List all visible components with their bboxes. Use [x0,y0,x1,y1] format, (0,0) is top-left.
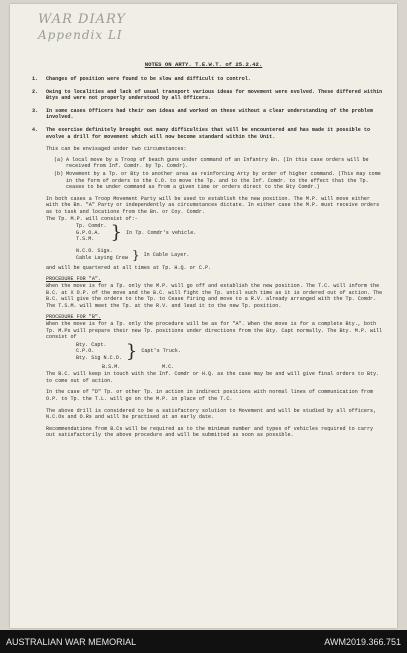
procedure-a-heading: PROCEDURE FOR "A". [46,276,102,283]
document-body [32,76,384,439]
point-2 [32,89,384,102]
mp-list-vehicle [76,223,384,243]
footer-bar [0,630,407,653]
point-4 [32,127,384,140]
point-text: Changes of position were found to be slow and difficult to control. [46,76,251,82]
list-item: M.C. [162,363,175,370]
handwritten-annotation-war-diary: WAR DIARY [38,12,126,27]
brace-glyph: } [125,340,138,362]
list-item: N.C.O. Sigs. [76,248,113,255]
point-text: The exercise definitely brought out many difficulties that will be encountered and has made it possible to evolve a drill for movement which will now become standard within the Unit. [46,126,371,140]
list-item: Cable Laying Crew [76,254,128,261]
mp-list-cable [76,246,384,264]
list-item: Bty. Sig N.C.O. [76,355,122,361]
circumstance-label: (a) [54,156,64,163]
bty-mp-list [76,342,384,362]
point-text: In some cases Officers had their own ideas and worked on these without a clear understanding of the problem involved. [46,107,374,121]
list-note: In Tp. Comdr's vehicle. [126,229,197,236]
mp-quarter-line: and will be quartered at all times at Tp. H.Q. or C.P. [46,264,212,271]
list-item: T.S.M. [76,236,95,243]
extra-members-row [102,364,384,371]
footer-accession-number: AWM2019.366.751 [324,636,401,647]
footer-institution: AUSTRALIAN WAR MEMORIAL [6,636,137,647]
procedure-a-text: When the move is for a Tp. only the M.P. will go off and establish the new position. The T.C. will inform the B.C. at X O.P. of the move and the B.C. will fight the Tp. until such time as it is ordered out of action. The B.C. will give the orders to the Tp. to Cease firing and move to a R.V. already arranged with the Tp. Comdr. The T.S.M. will meet the Tp. at the R.V. and lead it to the new Tp. position. [46,283,383,309]
point-number: 4. [32,126,39,133]
other-tp-paragraph: In the case of "D" Tp. or other Tp. in action in indirect positions with normal lines of communication from O.P. to Tp. the T.L. will go on the M.P. in place of the T.C. [46,389,374,402]
document-page [10,4,397,628]
recommendation-paragraph: Recommendations from B.Cs will be required as to the minimum number and types of vehicles required to carry out satisfactorily the above procedure and will be submitted as soon as possible. [46,425,374,439]
point-number: 2. [32,88,39,95]
procedure-b-heading: PROCEDURE FOR "B". [46,314,102,321]
mp-consist-line: The Tp. M.P. will consist of:- [46,215,138,222]
circumstance-label: (b) [54,170,64,177]
handwritten-annotation-appendix: Appendix LI [38,28,123,42]
document-title: NOTES ON ARTY. T.E.W.T. of 25.2.42. [144,61,263,68]
circumstance-b [54,171,384,191]
movement-party-paragraph: In both cases a Troop Movement Party will be used to establish the new position. The M.P. will move either with the Bn. "A" Party or independently as circumstances dictate. In either case the M.P. must receive orders as to task and locations from the Bn. or Coy. Comdr. [46,195,380,215]
circumstance-text: A local move by a Troop of beach guns under command of an Infantry Bn. (In this case orders will be received from Inf. Comdr. by Tp. Comdr). [66,156,369,170]
point-3 [32,108,384,121]
list-note: Capt's Truck. [141,348,182,355]
list-item: Bty. Capt. [76,341,107,348]
list-item: Tp. Comdr. [76,223,107,230]
point-text: Owing to localities and lack of usual transport various ideas for movement were evolved. These differed within Btys and were not properly understood by all Officers. [46,88,383,102]
list-item: B.S.M. [102,363,121,370]
circumstance-a [54,157,384,170]
circumstance-text: Movement by a Tp. or Bty to another area as reinforcing Arty by order of higher command. (This may come in the form of orders to the C.O. to move the Tp. and to the Inf. Comdr. to the effect that the Tp. ceases to be under command as from a given time or orders direct to the Bty Comdr.) [66,170,381,191]
brace-glyph: } [131,247,140,262]
procedure-b-text: When the move is for a Tp. only the procedure will be as for "A". When the move is for a complete Bty., both Tp. M.Ps will prepare their new Tp. positions under directions from the Bty. Capt normally. The Bty. M.P. will consist of [46,321,383,341]
procedure-b-after: The B.C. will keep in touch with the Inf. Comdr or H.Q. as the case may be and will give final orders to Bty. to come out of action. [46,371,380,384]
list-note: In Cable Layer. [143,251,190,258]
list-item: C.P.O. [76,348,95,355]
point-number: 3. [32,107,39,114]
list-item: G.P.O.A. [76,229,101,236]
brace-glyph: } [110,221,123,243]
conclusion-paragraph: The above drill is considered to be a satisfactory solution to Movement and will be studied by all officers, N.C.Os and O.Rs and will be practised at an early date. [46,407,377,421]
point-number: 1. [32,76,39,82]
circumstances-intro: This can be envisaged under two circumstances: [46,146,187,153]
point-1 [32,76,384,83]
